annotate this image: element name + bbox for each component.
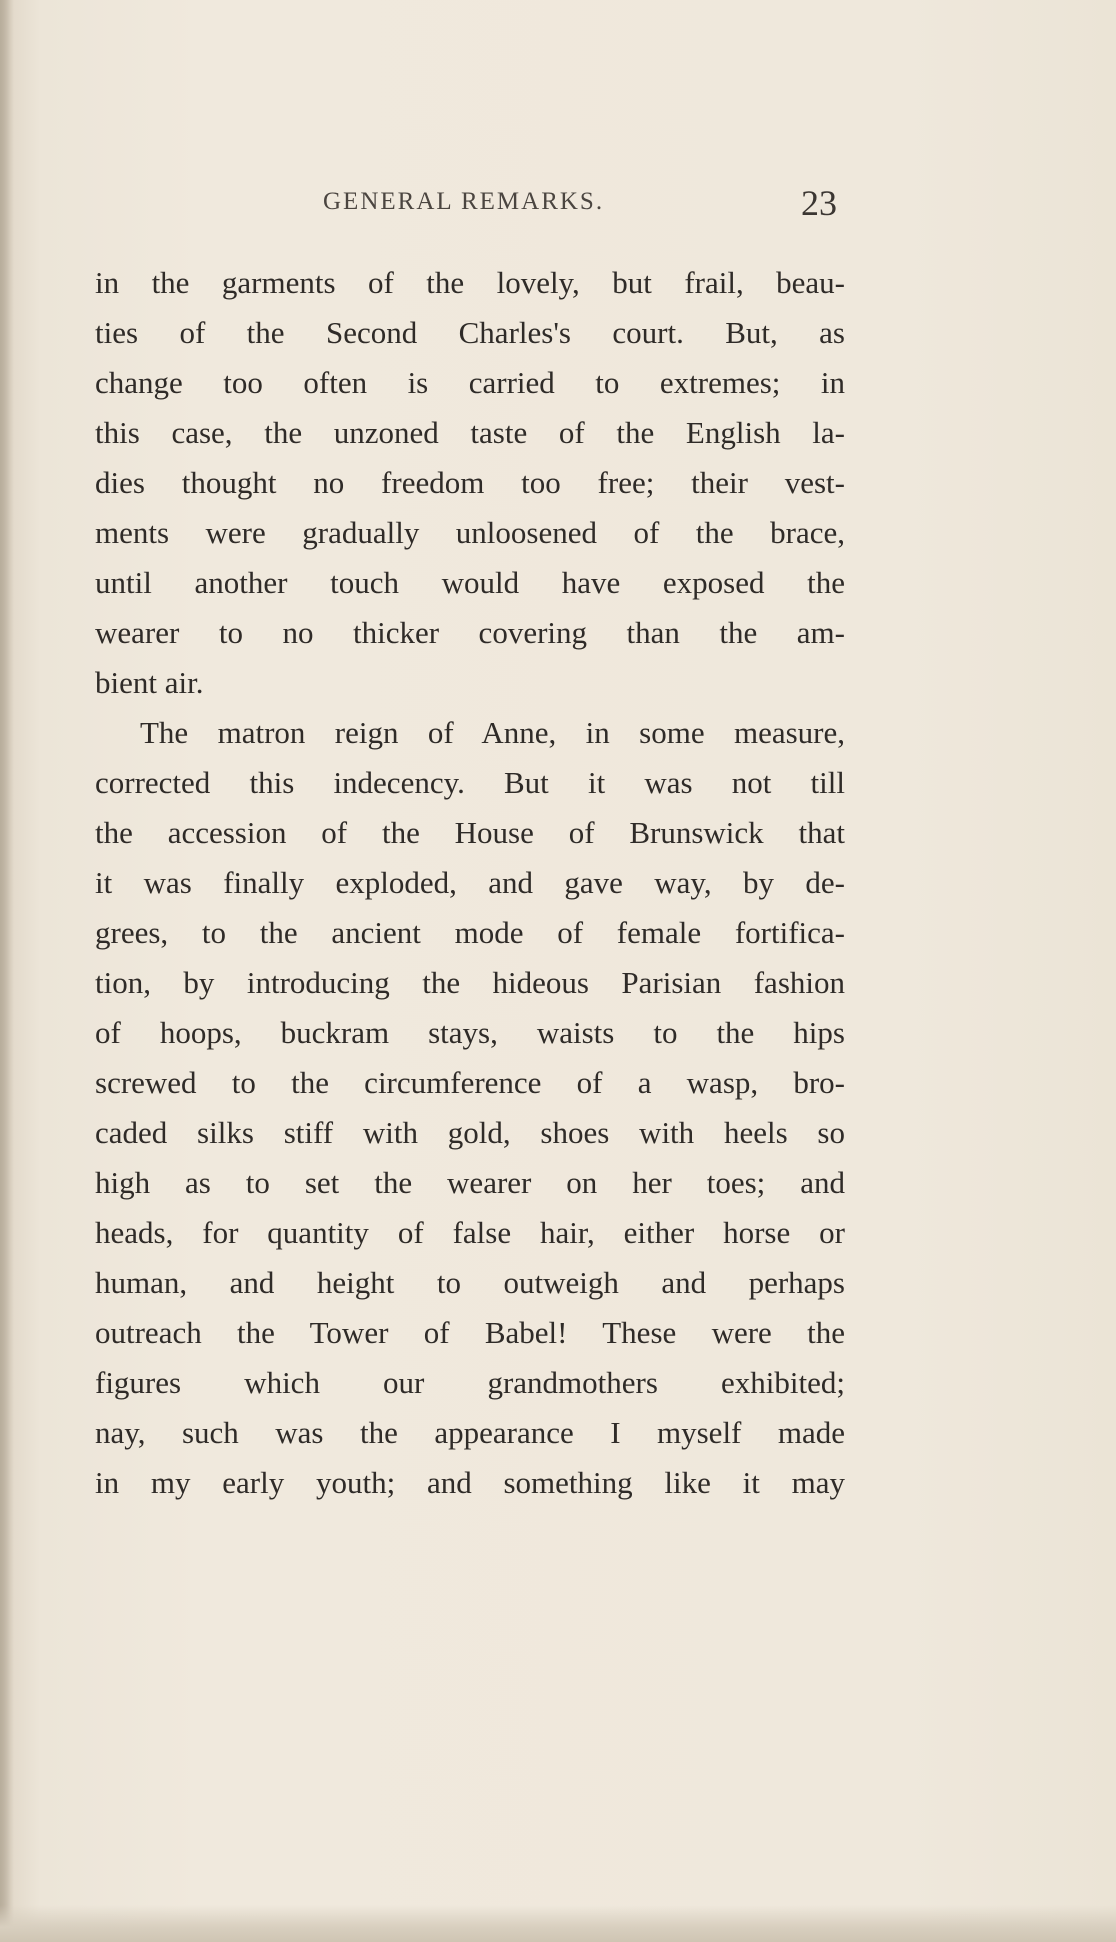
text-line: change too often is carried to extremes; in	[95, 365, 845, 400]
text-line: human, and height to outweigh and perhaps	[95, 1265, 845, 1300]
page-bottom-edge	[0, 1905, 1116, 1942]
text-line: outreach the Tower of Babel! These were the	[95, 1315, 845, 1350]
text-line: high as to set the wearer on her toes; and	[95, 1165, 845, 1200]
text-line: heads, for quantity of false hair, either horse or	[95, 1215, 845, 1250]
text-line: this case, the unzoned taste of the English la-	[95, 415, 845, 450]
page-number: 23	[801, 183, 837, 223]
text-line: nay, such was the appearance I myself made	[95, 1415, 845, 1450]
text-line: dies thought no freedom too free; their vest-	[95, 465, 845, 500]
text-line: ties of the Second Charles's court. But, as	[95, 315, 845, 350]
text-line: screwed to the circumference of a wasp, bro-	[95, 1065, 845, 1100]
text-line: ments were gradually unloosened of the brace,	[95, 515, 845, 550]
text-line: wearer to no thicker covering than the am-	[95, 615, 845, 650]
paragraph-end-line: bient air.	[95, 665, 204, 700]
text-line: of hoops, buckram stays, waists to the hips	[95, 1015, 845, 1050]
text-line: grees, to the ancient mode of female fortifica-	[95, 915, 845, 950]
text-line: corrected this indecency. But it was not till	[95, 765, 845, 800]
text-line: caded silks stiff with gold, shoes with heels so	[95, 1115, 845, 1150]
text-line: the accession of the House of Brunswick that	[95, 815, 845, 850]
running-head	[95, 183, 845, 238]
text-line: it was finally exploded, and gave way, by de-	[95, 865, 845, 900]
paragraph-start-line: The matron reign of Anne, in some measure,	[140, 715, 845, 750]
page-gutter-shadow	[0, 0, 14, 1942]
text-line: in my early youth; and something like it may	[95, 1465, 845, 1500]
body-text	[95, 258, 845, 1508]
text-line: tion, by introducing the hideous Parisian fashion	[95, 965, 845, 1000]
running-head-title: GENERAL REMARKS.	[323, 188, 605, 215]
text-line: until another touch would have exposed the	[95, 565, 845, 600]
text-line: in the garments of the lovely, but frail, beau-	[95, 265, 845, 300]
text-line: figures which our grandmothers exhibited;	[95, 1365, 845, 1400]
